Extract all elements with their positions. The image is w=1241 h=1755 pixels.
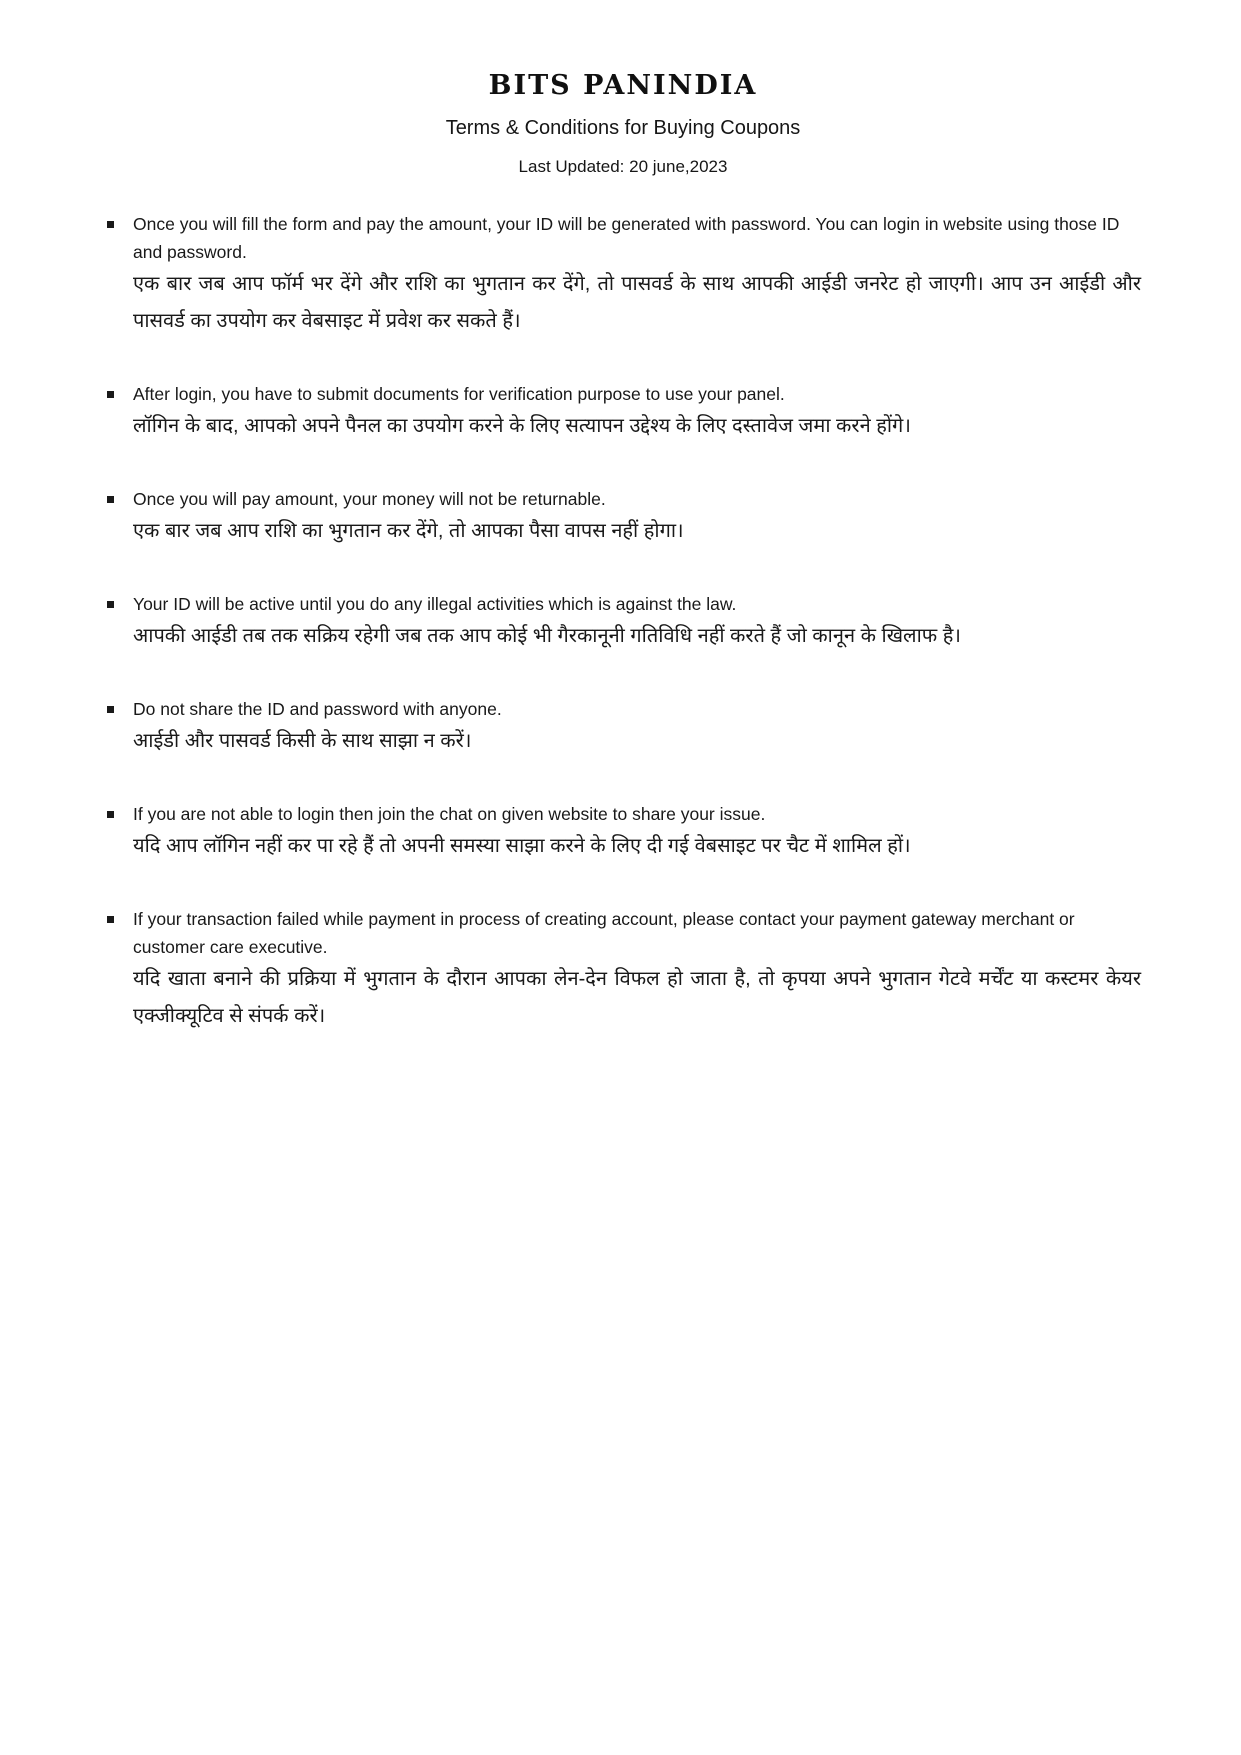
term-body [133, 485, 1141, 550]
term-text-english: If your transaction failed while payment in process of creating account, please contact your payment gateway merchant or customer care executive. [133, 909, 1075, 957]
term-text-hindi: यदि आप लॉगिन नहीं कर पा रहे हैं तो अपनी समस्या साझा करने के लिए दी गई वेबसाइट पर चैट में शामिल हों। [133, 835, 911, 857]
term-item [105, 485, 1141, 550]
term-text-english: If you are not able to login then join the chat on given website to share your issue. [133, 804, 766, 824]
bullet-square-icon [107, 221, 114, 228]
term-text-english: Once you will fill the form and pay the amount, your ID will be generated with password. You can login in website using those ID and password. [133, 214, 1120, 262]
term-text-hindi: आपकी आईडी तब तक सक्रिय रहेगी जब तक आप कोई भी गैरकानूनी गतिविधि नहीं करते हैं जो कानून के खिलाफ है। [133, 625, 961, 647]
term-item [105, 210, 1141, 340]
bullet-square-icon [107, 601, 114, 608]
term-item [105, 800, 1141, 865]
term-text-hindi: यदि खाता बनाने की प्रक्रिया में भुगतान के दौरान आपका लेन-देन विफल हो जाता है, तो कृपया अपने भुगतान गेटवे मर्चेंट या कस्टमर केयर एक्जीक्यूटिव से संपर्क करें। [133, 968, 1141, 1027]
term-text-english: Do not share the ID and password with anyone. [133, 699, 502, 719]
bullet-square-icon [107, 811, 114, 818]
page-title: BITS PANINDIA [488, 70, 758, 101]
document-header [105, 70, 1141, 177]
terms-list [105, 210, 1141, 1035]
term-body [133, 800, 1141, 865]
term-body [133, 380, 1141, 445]
term-text-english: Your ID will be active until you do any illegal activities which is against the law. [133, 594, 737, 614]
term-item [105, 380, 1141, 445]
term-text-english: Once you will pay amount, your money will not be returnable. [133, 489, 606, 509]
term-body [133, 695, 1141, 760]
bullet-square-icon [107, 916, 114, 923]
term-body [133, 905, 1141, 1035]
term-text-hindi: लॉगिन के बाद, आपको अपने पैनल का उपयोग करने के लिए सत्यापन उद्देश्य के लिए दस्तावेज जमा करने होंगे। [133, 415, 911, 437]
term-text-hindi: एक बार जब आप फॉर्म भर देंगे और राशि का भुगतान कर देंगे, तो पासवर्ड के साथ आपकी आईडी जनरेट हो जाएगी। आप उन आईडी और पासवर्ड का उपयोग कर वेबसाइट में प्रवेश कर सकते हैं। [133, 273, 1141, 332]
term-item [105, 695, 1141, 760]
term-text-english: After login, you have to submit documents for verification purpose to use your panel. [133, 384, 785, 404]
bullet-square-icon [107, 496, 114, 503]
term-text-hindi: आईडी और पासवर्ड किसी के साथ साझा न करें। [133, 730, 472, 752]
term-text-hindi: एक बार जब आप राशि का भुगतान कर देंगे, तो आपका पैसा वापस नहीं होगा। [133, 520, 684, 542]
term-body [133, 590, 1141, 655]
term-item [105, 905, 1141, 1035]
bullet-square-icon [107, 391, 114, 398]
term-item [105, 590, 1141, 655]
term-body [133, 210, 1141, 340]
last-updated-text: Last Updated: 20 june,2023 [518, 157, 728, 176]
bullet-square-icon [107, 706, 114, 713]
page-subtitle: Terms & Conditions for Buying Coupons [445, 117, 801, 139]
